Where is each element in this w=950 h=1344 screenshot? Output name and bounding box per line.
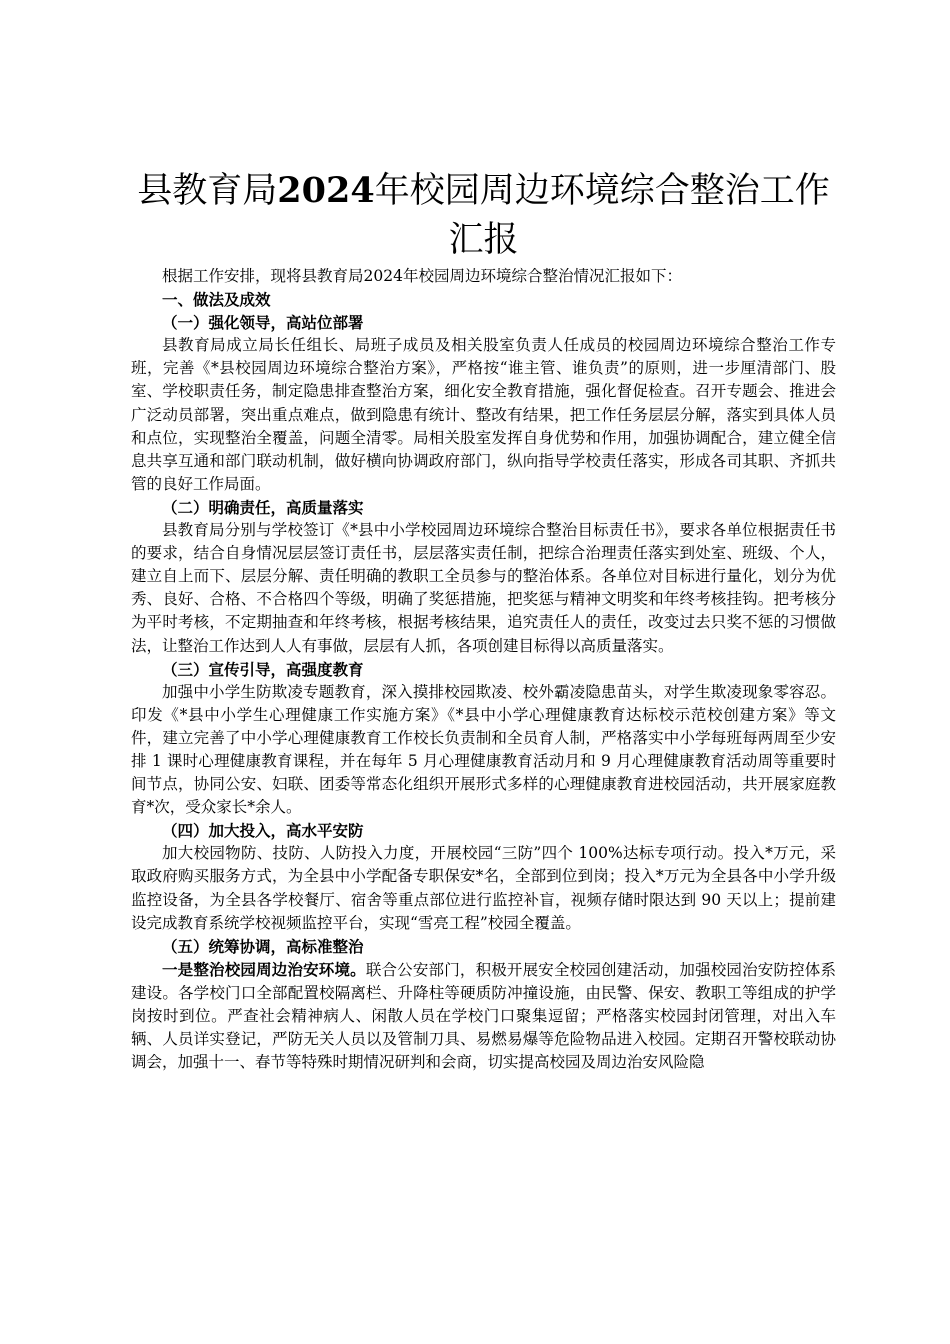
title-line1-suffix: 年校园周边环境综合整治工作 xyxy=(374,171,830,211)
subsection-body-4: 加大校园物防、技防、人防投入力度，开展校园“三防”四个 100%达标专项行动。投入*万元，采取政府购买服务方式，为全县中小学配备专职保安*名，全部到位到岗；投入*万元为全县各中小学升级监控设备，为全县各学校餐厅、宿舍等重点部位进行监控补盲，视频存储时限达到 90 天以上；提前建设完成教育系统学校视频监控平台，实现“雪亮工程”校园全覆盖。 xyxy=(131,844,836,932)
title-prefix: 县教育局 xyxy=(137,171,278,211)
intro-paragraph: 根据工作安排，现将县教育局2024年校园周边环境综合整治情况汇报如下： xyxy=(162,267,682,285)
subsection-text-5: 联合公安部门，积极开展安全校园创建活动，加强校园治安防控体系建设。各学校门口全部配置校隔离栏、升降柱等硬质防冲撞设施，由民警、保安、教职工等组成的护学岗按时到位。严查社会精神病人、闲散人员在学校门口聚集逗留；严格落实校园封闭管理，对出入车辆、人员详实登记，严防无关人员以及管制刀具、易燃易爆等危险物品进入校园。定期召开警校联动协调会，加强十一、春节等特殊时期情况研判和会商，切实提高校园及周边治安风险隐 xyxy=(131,960,836,1072)
subsection-lead-5: 一是整治校园周边治安环境。 xyxy=(162,959,366,979)
subsection-body-5 xyxy=(131,958,836,1074)
document-page xyxy=(131,166,836,1074)
subsection-heading-3: （三）宣传引导，高强度教育 xyxy=(162,659,364,679)
subsection-heading-1: （一）强化领导，高站位部署 xyxy=(162,313,364,333)
subsection-heading-2: （二）明确责任，高质量落实 xyxy=(162,497,364,517)
subsection-heading-4: （四）加大投入，高水平安防 xyxy=(162,821,364,841)
title-line2: 汇报 xyxy=(448,220,519,260)
title-year: 2024 xyxy=(277,170,375,211)
section-heading-1: 一、做法及成效 xyxy=(162,290,271,310)
subsection-body-3: 加强中小学生防欺凌专题教育，深入摸排校园欺凌、校外霸凌隐患苗头，对学生欺凌现象零容忍。印发《*县中小学生心理健康工作实施方案》《*县中小学心理健康教育达标校示范校创建方案》等文件，建立完善了中小学心理健康教育工作校长负责制和全员育人制，严格落实中小学每班每两周至少安排 1 课时心理健康教育课程，并在每年 5 月心理健康教育活动月和 9 月心理健康教育活动周等重要时间节点，协同公安、妇联、团委等常态化组织开展形式多样的心理健康教育进校园活动，共开展家庭教育*次，受众家长*余人。 xyxy=(131,682,836,817)
subsection-heading-5: （五）统筹协调，高标准整治 xyxy=(162,936,364,956)
document-title xyxy=(131,166,836,265)
subsection-body-2: 县教育局分别与学校签订《*县中小学校园周边环境综合整治目标责任书》，要求各单位根据责任书的要求，结合自身情况层层签订责任书，层层落实责任制，把综合治理责任落实到处室、班级、个人，建立自上而下、层层分解、责任明确的教职工全员参与的整治体系。各单位对目标进行量化，划分为优秀、良好、合格、不合格四个等级，明确了奖惩措施，把奖惩与精神文明奖和年终考核挂钩。把考核分为平时考核，不定期抽查和年终考核，根据考核结果，追究责任人的责任，改变过去只奖不惩的习惯做法，让整治工作达到人人有事做，层层有人抓，各项创建目标得以高质量落实。 xyxy=(131,521,836,655)
subsection-body-1: 县教育局成立局长任组长、局班子成员及相关股室负责人任成员的校园周边环境综合整治工作专班，完善《*县校园周边环境综合整治方案》，严格按“谁主管、谁负责”的原则，进一步厘清部门、股室、学校职责任务，制定隐患排查整治方案，细化安全教育措施，强化督促检查。召开专题会、推进会广泛动员部署，突出重点难点，做到隐患有统计、整改有结果，把工作任务层层分解，落实到具体人员和点位，实现整治全覆盖，问题全清零。局相关股室发挥自身优势和作用，加强协调配合，建立健全信息共享互通和部门联动机制，做好横向协调政府部门，纵向指导学校责任落实，形成各司其职、齐抓共管的良好工作局面。 xyxy=(131,336,836,493)
